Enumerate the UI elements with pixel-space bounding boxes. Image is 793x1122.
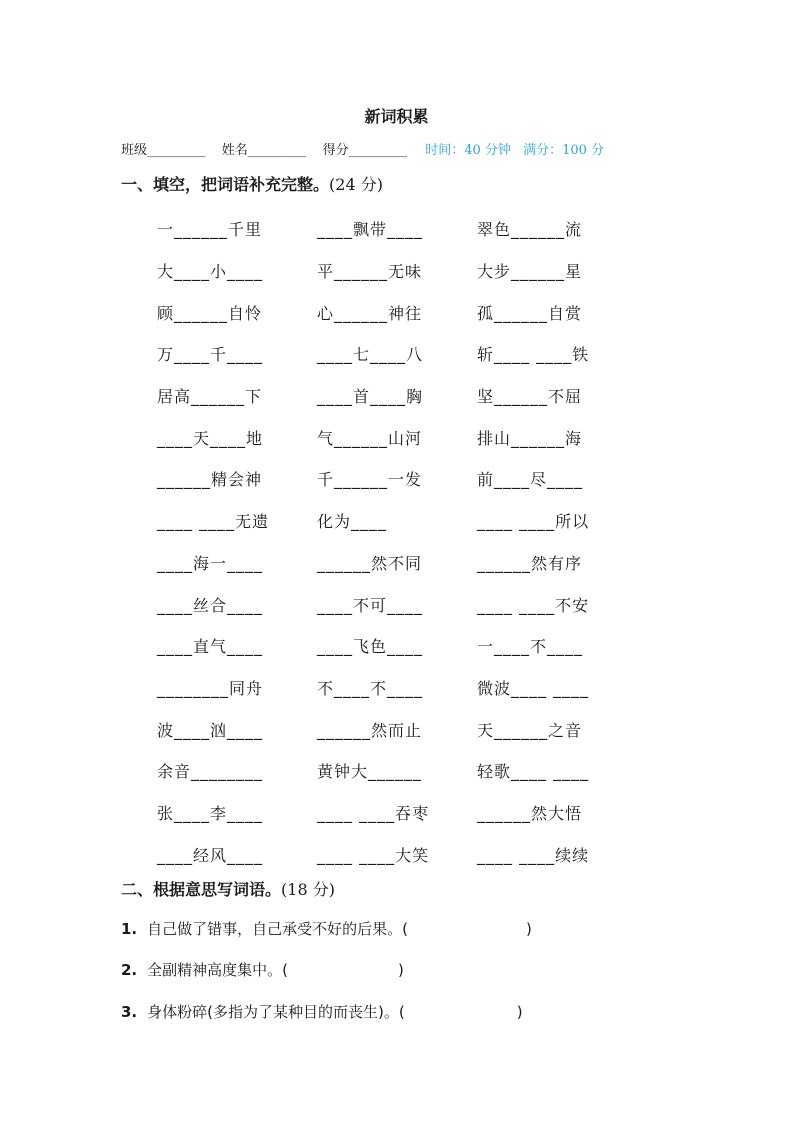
idiom-item: 斩____ ____铁 xyxy=(477,345,590,365)
idiom-item: ________同舟 xyxy=(157,678,264,698)
question-number: 1. xyxy=(121,920,138,938)
idiom-item: ______然不同 xyxy=(317,553,423,573)
section-1-title: 一、填空，把词语补充完整。 xyxy=(121,175,330,194)
idiom-item: ______然而止 xyxy=(317,720,423,740)
idiom-item: ____ ____续续 xyxy=(477,845,590,865)
question-3 xyxy=(121,1001,523,1022)
grid-row xyxy=(157,667,637,709)
idiom-item: 坚______不屈 xyxy=(477,387,583,407)
idiom-item: ____ ____不安 xyxy=(477,595,590,615)
section-1-points: (24 分) xyxy=(329,175,383,194)
grid-row xyxy=(157,542,637,584)
idiom-item: ______然大悟 xyxy=(477,803,583,823)
idiom-item: 平______无味 xyxy=(317,262,423,282)
idiom-item: 不____不____ xyxy=(317,678,424,698)
idiom-item: ____ ____大笑 xyxy=(317,845,430,865)
question-close: ) xyxy=(398,961,404,979)
idiom-item: 轻歌____ ____ xyxy=(477,762,590,782)
question-number: 3. xyxy=(121,1003,138,1021)
question-text: 身体粉碎(多指为了某种目的而丧生)。( xyxy=(147,1003,405,1021)
idiom-item: ____不可____ xyxy=(317,595,424,615)
question-close: ) xyxy=(526,920,532,938)
section-2-points: (18 分) xyxy=(281,880,335,899)
idiom-item: 居高______下 xyxy=(157,387,263,407)
idiom-item: ____ ____所以 xyxy=(477,512,590,532)
grid-row xyxy=(157,625,637,667)
idiom-item: 顾______自怜 xyxy=(157,303,263,323)
grid-row xyxy=(157,583,637,625)
idiom-item: 大步______星 xyxy=(477,262,583,282)
full-score-label: 满分：100 分 xyxy=(523,143,605,158)
grid-row xyxy=(157,792,637,834)
grid-row xyxy=(157,208,637,250)
idiom-item: 一______千里 xyxy=(157,220,263,240)
question-number: 2. xyxy=(121,961,138,979)
idiom-item: 余音________ xyxy=(157,762,264,782)
idiom-item: 大____小____ xyxy=(157,262,264,282)
idiom-item: ______精会神 xyxy=(157,470,263,490)
question-text: 全副精神高度集中。( xyxy=(147,961,288,979)
idiom-item: ____经风____ xyxy=(157,845,264,865)
time-label: 时间：40 分钟 xyxy=(425,143,511,158)
name-field: 姓名_________ xyxy=(221,143,307,158)
idiom-item: ____ ____吞枣 xyxy=(317,803,430,823)
grid-row xyxy=(157,333,637,375)
info-line xyxy=(121,139,681,158)
idiom-item: 张____李____ xyxy=(157,803,264,823)
idiom-item: ____飞色____ xyxy=(317,637,424,657)
idiom-item: ____丝合____ xyxy=(157,595,264,615)
score-field: 得分_________ xyxy=(322,143,408,158)
idiom-item: 微波____ ____ xyxy=(477,678,590,698)
idiom-item: 孤______自赏 xyxy=(477,303,583,323)
idiom-item: 心______神往 xyxy=(317,303,423,323)
section-2-heading xyxy=(121,877,335,900)
idiom-item: 翠色______流 xyxy=(477,220,583,240)
idiom-item: ____飘带____ xyxy=(317,220,424,240)
idiom-item: ____ ____无遗 xyxy=(157,512,270,532)
page-title: 新词积累 xyxy=(364,107,429,126)
fill-in-grid xyxy=(157,208,637,875)
idiom-item: 排山______海 xyxy=(477,428,583,448)
idiom-item: 万____千____ xyxy=(157,345,264,365)
grid-row xyxy=(157,375,637,417)
grid-row xyxy=(157,416,637,458)
idiom-item: 波____汹____ xyxy=(157,720,264,740)
question-text: 自己做了错事，自己承受不好的后果。( xyxy=(147,920,408,938)
grid-row xyxy=(157,833,637,875)
class-field: 班级_________ xyxy=(121,143,206,158)
idiom-item: 一____不____ xyxy=(477,637,584,657)
question-1 xyxy=(121,918,532,939)
grid-row xyxy=(157,250,637,292)
grid-row xyxy=(157,458,637,500)
question-close: ) xyxy=(516,1003,523,1021)
idiom-item: ____七____八 xyxy=(317,345,424,365)
question-2 xyxy=(121,959,404,980)
idiom-item: ____直气____ xyxy=(157,637,264,657)
section-1-heading xyxy=(121,172,383,195)
grid-row xyxy=(157,500,637,542)
idiom-item: 气______山河 xyxy=(317,428,423,448)
idiom-item: 黄钟大______ xyxy=(317,762,423,782)
section-2-title: 二、根据意思写词语。 xyxy=(121,880,282,899)
idiom-item: 天______之音 xyxy=(477,720,583,740)
idiom-item: ____天____地 xyxy=(157,428,264,448)
idiom-item: ____首____胸 xyxy=(317,387,424,407)
idiom-item: 千______一发 xyxy=(317,470,423,490)
idiom-item: 化为____ xyxy=(317,512,388,532)
idiom-item: 前____尽____ xyxy=(477,470,584,490)
grid-row xyxy=(157,291,637,333)
idiom-item: ____海一____ xyxy=(157,553,264,573)
idiom-item: ______然有序 xyxy=(477,553,583,573)
grid-row xyxy=(157,708,637,750)
grid-row xyxy=(157,750,637,792)
